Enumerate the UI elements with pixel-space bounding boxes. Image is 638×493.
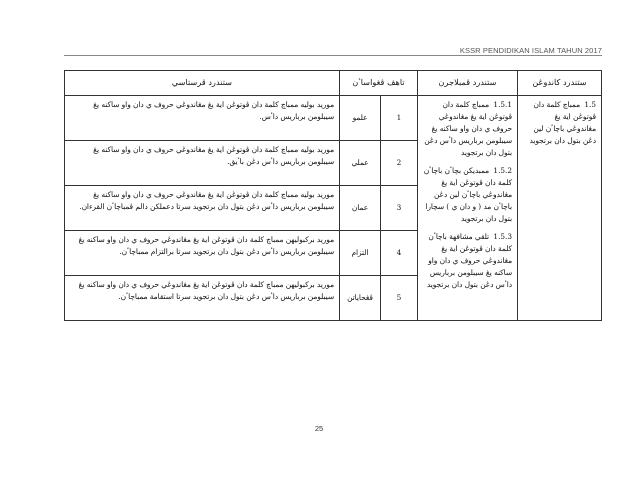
sk-code: 1.5 (584, 100, 596, 109)
tp-level: 5 (381, 276, 418, 321)
tp-level: 4 (381, 231, 418, 276)
tp-description: موريد بوليه ممباچ کلمة دان ڤوتوڠن اية يڠ مڠاندوڠي حروف ي دان واو ساکنه يڠ سيبلومن برباريس داٴس. (65, 96, 340, 141)
page-number: 25 (314, 424, 324, 433)
sp-text: تلقي مشافهة باچاٴن کلمة دان ڤوتوڠن اية يڠ مڠاندوڠي حروف ي دان واو ساکنه يڠ سيبلومن برباريس داٴس دڠن بتول دان برتجويد (426, 232, 512, 290)
document-header: KSSR PENDIDIKAN ISLAM TAHUN 2017 (459, 46, 602, 55)
header-divider (64, 55, 602, 56)
sk-text: ممباچ کلمة دان ڤوتوڠن اية يڠ مڠاندوڠي باچاٴن لين دڠن بتول دان برتجويد (529, 100, 596, 146)
header-tahap-penguasaan: تاهڤ ڤڠواساٴن (339, 71, 417, 96)
tp-description: موريد بوليه ممباچ کلمة دان ڤوتوڠن اية يڠ مڠاندوڠي حروف ي دان واو ساکنه يڠ سيبلومن برباريس داٴس دڠن باٴيق. (65, 141, 340, 186)
tp-label: علمو (339, 96, 380, 141)
tp-description: موريد برکبوليهن ممباچ کلمة دان ڤوتوڠن اية يڠ مڠاندوڠي حروف ي دان واو ساکنه يڠ سيبلومن برباريس داٴس دڠن بتول دان برتجويد سرتا استقامة ممباچاٴن. (65, 276, 340, 321)
tp-description: موريد بوليه ممباچ کلمة دان ڤوتوڠن اية يڠ مڠاندوڠي حروف ي دان واو ساکنه يڠ سيبلومن برباريس داٴس دڠن بتول دان برتجويد سرتا دعملکن دالم ڤمباچاٴن القرءان. (65, 186, 340, 231)
standards-table (64, 70, 602, 321)
sp-code: 1.5.2 (493, 166, 512, 176)
header-standard-pembelajaran: ستندرد ڤمبلاجرن (418, 71, 518, 96)
sp-text: ممباچ کلمة دان ڤوتوڠن اية يڠ مڠاندوڠي حروف ي دان واو ساکنه يڠ سيبلومن برباريس داٴس دڠن بتول دان برتجويد (424, 100, 512, 158)
table-header-row (65, 71, 602, 96)
tp-level: 3 (381, 186, 418, 231)
sp-code: 1.5.3 (493, 232, 512, 242)
tp-label: عمان (339, 186, 380, 231)
tp-label: عملي (339, 141, 380, 186)
sp-item (423, 99, 512, 159)
tp-description: موريد برکبوليهن ممباچ کلمة دان ڤوتوڠن اية يڠ مڠاندوڠي حروف ي دان واو ساکنه يڠ سيبلومن برباريس داٴس دڠن بتول دان برتجويد سرتا برالتزام ممباچاٴن. (65, 231, 340, 276)
sp-text: ممبديکن بچاٴن باچاٴن کلمة دان ڤوتوڠن اية يڠ مڠاندوڠي باچاٴن لين دڠن باچاٴن مد ( و دان ي ) سچارا بتول دان برتجويد (423, 166, 512, 224)
tp-level: 2 (381, 141, 418, 186)
sp-item (423, 165, 512, 225)
header-standard-kandungan: ستندرد کاندوڠن (518, 71, 602, 96)
tp-level: 1 (381, 96, 418, 141)
table-row (65, 96, 602, 141)
tp-label: ڤڠحاياتن (339, 276, 380, 321)
standard-kandungan-cell (518, 96, 602, 321)
sp-item (423, 231, 512, 291)
sp-code: 1.5.1 (493, 100, 512, 109)
standard-pembelajaran-cell (418, 96, 518, 321)
header-standard-prestasi: ستندرد ڤرستاسي (65, 71, 340, 96)
tp-label: التزام (339, 231, 380, 276)
